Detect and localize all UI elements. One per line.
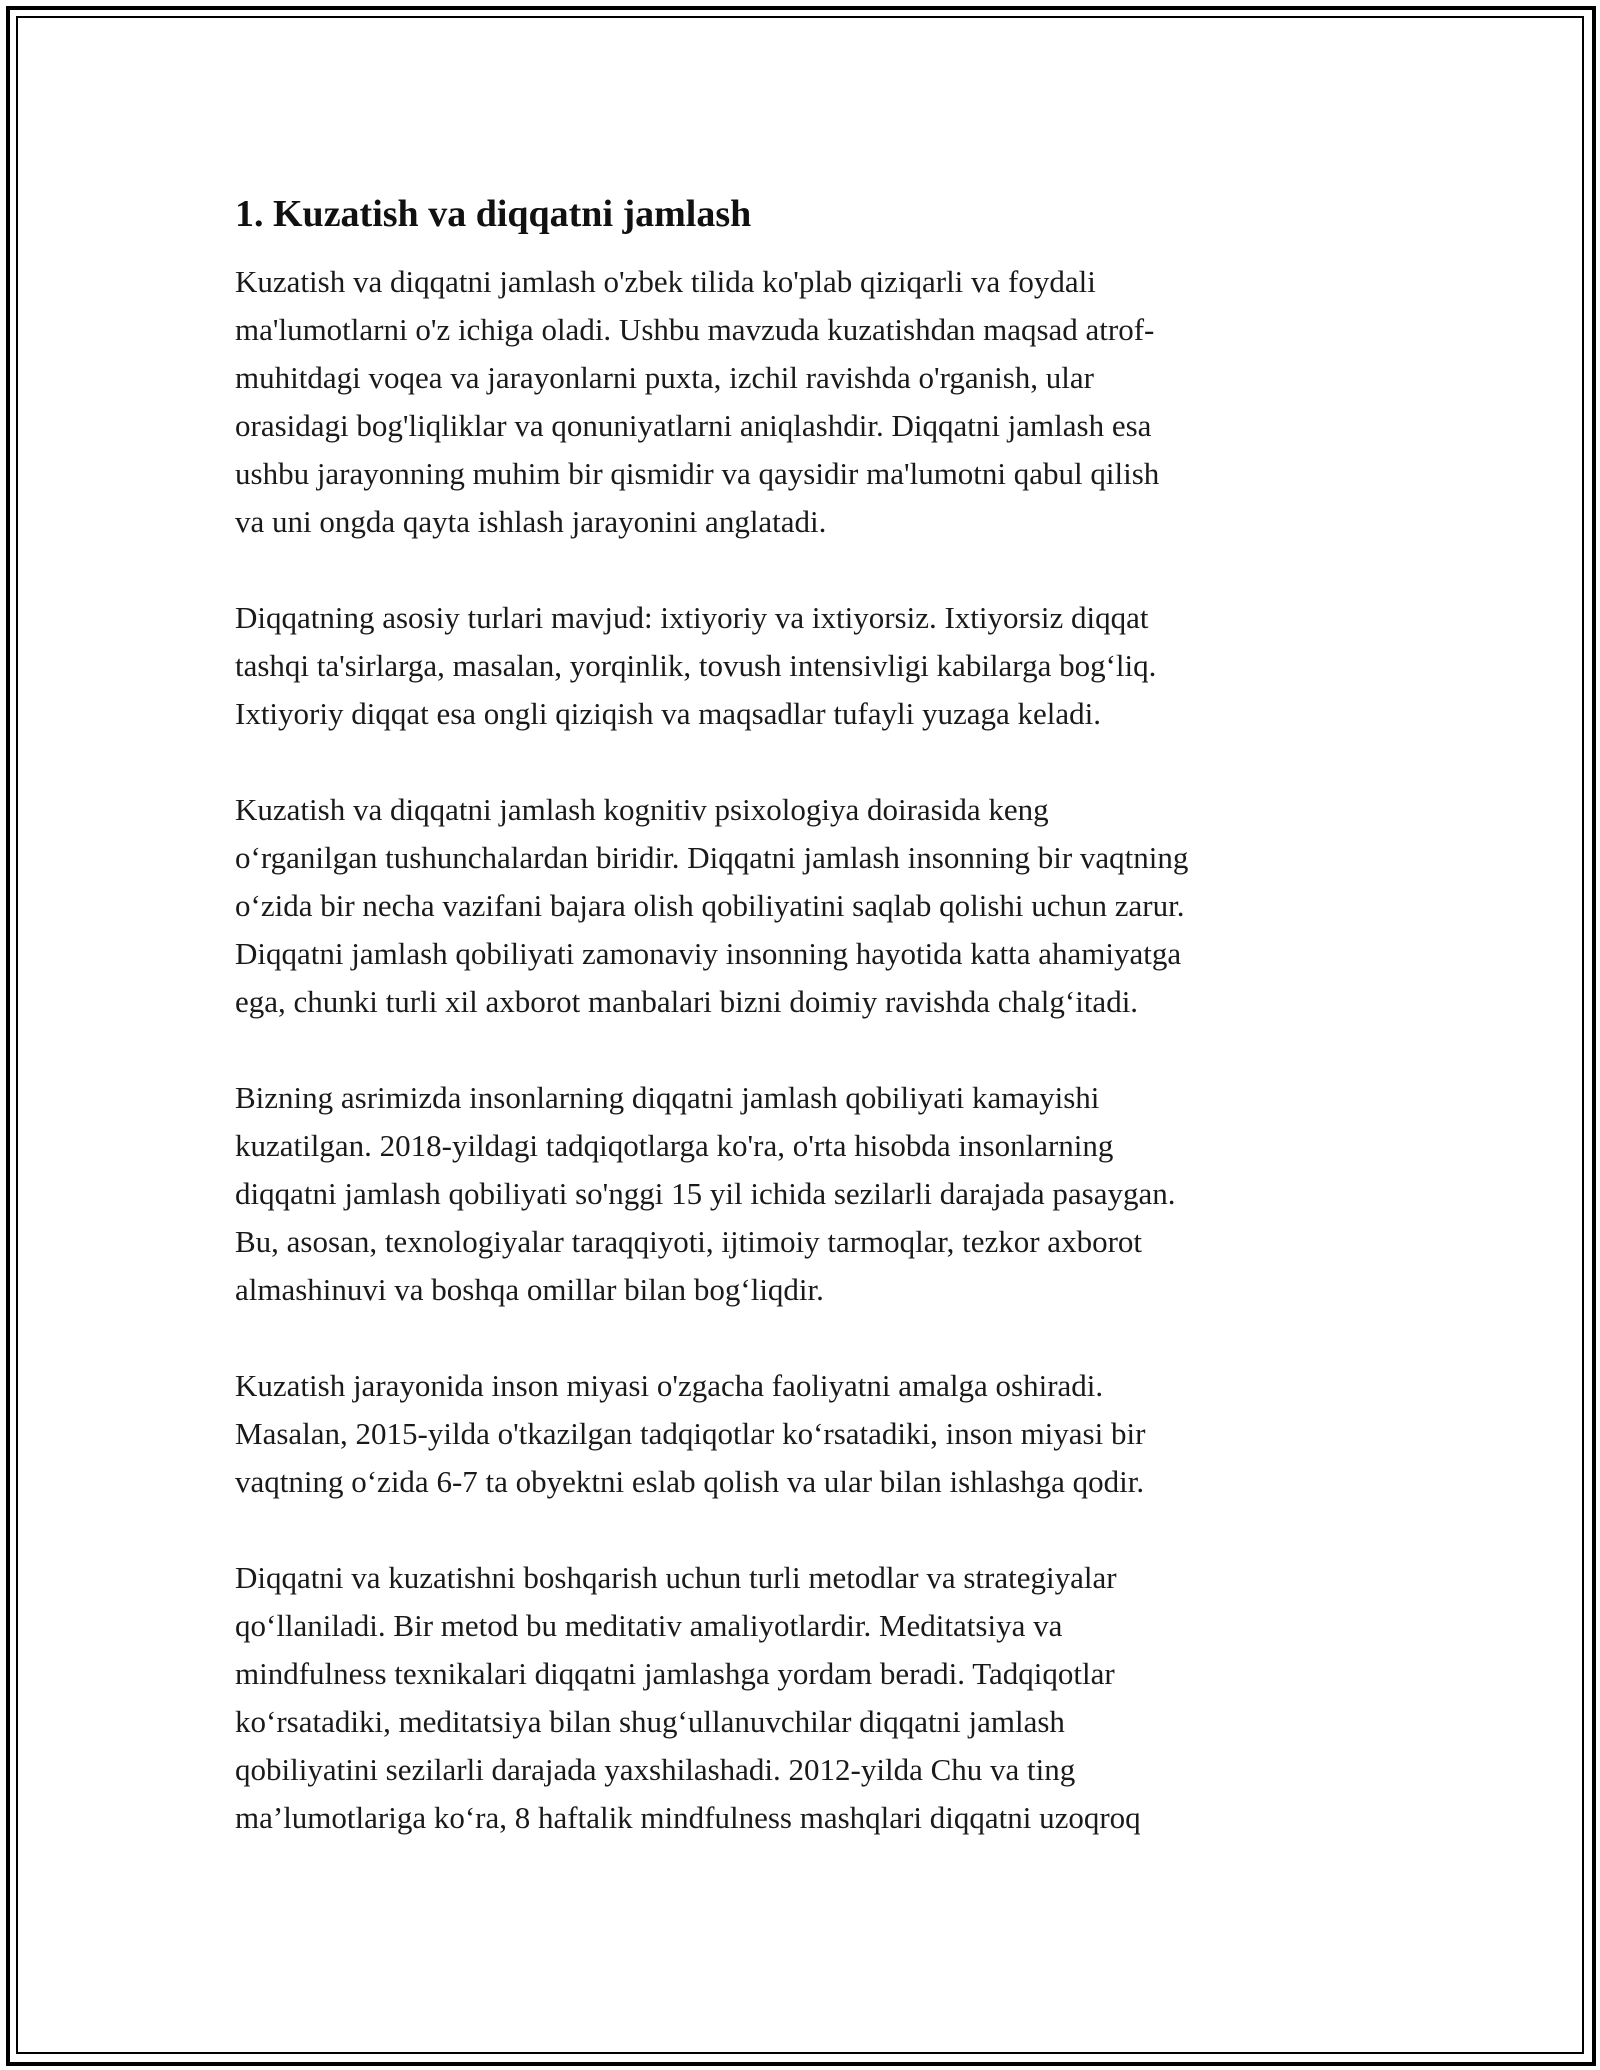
text-line: ega, chunki turli xil axborot manbalari bizni doimiy ravishda chalg‘itadi. bbox=[235, 984, 1139, 1019]
text-line: Kuzatish jarayonida inson miyasi o'zgacha faoliyatni amalga oshiradi. bbox=[235, 1368, 1104, 1403]
text-line: ma'lumotlarni o'z ichiga oladi. Ushbu mavzuda kuzatishdan maqsad atrof- bbox=[235, 312, 1155, 347]
text-line: vaqtning o‘zida 6-7 ta obyektni eslab qolish va ular bilan ishlashga qodir. bbox=[235, 1464, 1145, 1499]
paragraph-4 bbox=[235, 1074, 1385, 1314]
text-line: ushbu jarayonning muhim bir qismidir va qaysidir ma'lumotni qabul qilish bbox=[235, 456, 1160, 491]
text-line: kuzatilgan. 2018-yildagi tadqiqotlarga ko'ra, o'rta hisobda insonlarning bbox=[235, 1128, 1114, 1163]
text-line: Diqqatning asosiy turlari mavjud: ixtiyoriy va ixtiyorsiz. Ixtiyorsiz diqqat bbox=[235, 600, 1149, 635]
text-line: tashqi ta'sirlarga, masalan, yorqinlik, tovush intensivligi kabilarga bog‘liq. bbox=[235, 648, 1157, 683]
text-line: ma’lumotlariga ko‘ra, 8 haftalik mindfulness mashqlari diqqatni uzoqroq bbox=[235, 1800, 1141, 1835]
text-line: o‘rganilgan tushunchalardan biridir. Diqqatni jamlash insonning bir vaqtning bbox=[235, 840, 1189, 875]
text-line: Kuzatish va diqqatni jamlash kognitiv psixologiya doirasida keng bbox=[235, 792, 1049, 827]
text-line: almashinuvi va boshqa omillar bilan bog‘liqdir. bbox=[235, 1272, 824, 1307]
text-line: orasidagi bog'liqliklar va qonuniyatlarni aniqlashdir. Diqqatni jamlash esa bbox=[235, 408, 1152, 443]
text-line: Diqqatni jamlash qobiliyati zamonaviy insonning hayotida katta ahamiyatga bbox=[235, 936, 1182, 971]
text-line: qo‘llaniladi. Bir metod bu meditativ amaliyotlardir. Meditatsiya va bbox=[235, 1608, 1063, 1643]
text-line: ko‘rsatadiki, meditatsiya bilan shug‘ullanuvchilar diqqatni jamlash bbox=[235, 1704, 1065, 1739]
text-line: mindfulness texnikalari diqqatni jamlashga yordam beradi. Tadqiqotlar bbox=[235, 1656, 1115, 1691]
text-line: Ixtiyoriy diqqat esa ongli qiziqish va maqsadlar tufayli yuzaga keladi. bbox=[235, 696, 1102, 731]
text-line: Diqqatni va kuzatishni boshqarish uchun turli metodlar va strategiyalar bbox=[235, 1560, 1117, 1595]
paragraph-3 bbox=[235, 786, 1385, 1026]
text-line: Masalan, 2015-yilda o'tkazilgan tadqiqotlar ko‘rsatadiki, inson miyasi bir bbox=[235, 1416, 1146, 1451]
text-line: diqqatni jamlash qobiliyati so'nggi 15 yil ichida sezilarli darajada pasaygan. bbox=[235, 1176, 1176, 1211]
text-line: muhitdagi voqea va jarayonlarni puxta, izchil ravishda o'rganish, ular bbox=[235, 360, 1094, 395]
text-line: o‘zida bir necha vazifani bajara olish qobiliyatini saqlab qolishi uchun zarur. bbox=[235, 888, 1185, 923]
paragraph-5 bbox=[235, 1362, 1385, 1506]
paragraph-6 bbox=[235, 1554, 1385, 1842]
text-line: va uni ongda qayta ishlash jarayonini anglatadi. bbox=[235, 504, 827, 539]
section-heading: 1. Kuzatish va diqqatni jamlash bbox=[235, 193, 752, 235]
text-line: Bizning asrimizda insonlarning diqqatni jamlash qobiliyati kamayishi bbox=[235, 1080, 1100, 1115]
paragraph-1 bbox=[235, 258, 1385, 546]
text-line: Bu, asosan, texnologiyalar taraqqiyoti, ijtimoiy tarmoqlar, tezkor axborot bbox=[235, 1224, 1143, 1259]
document-page bbox=[235, 188, 1385, 1890]
text-line: qobiliyatini sezilarli darajada yaxshilashadi. 2012-yilda Chu va ting bbox=[235, 1752, 1076, 1787]
paragraph-2 bbox=[235, 594, 1385, 738]
text-line: Kuzatish va diqqatni jamlash o'zbek tilida ko'plab qiziqarli va foydali bbox=[235, 264, 1096, 299]
